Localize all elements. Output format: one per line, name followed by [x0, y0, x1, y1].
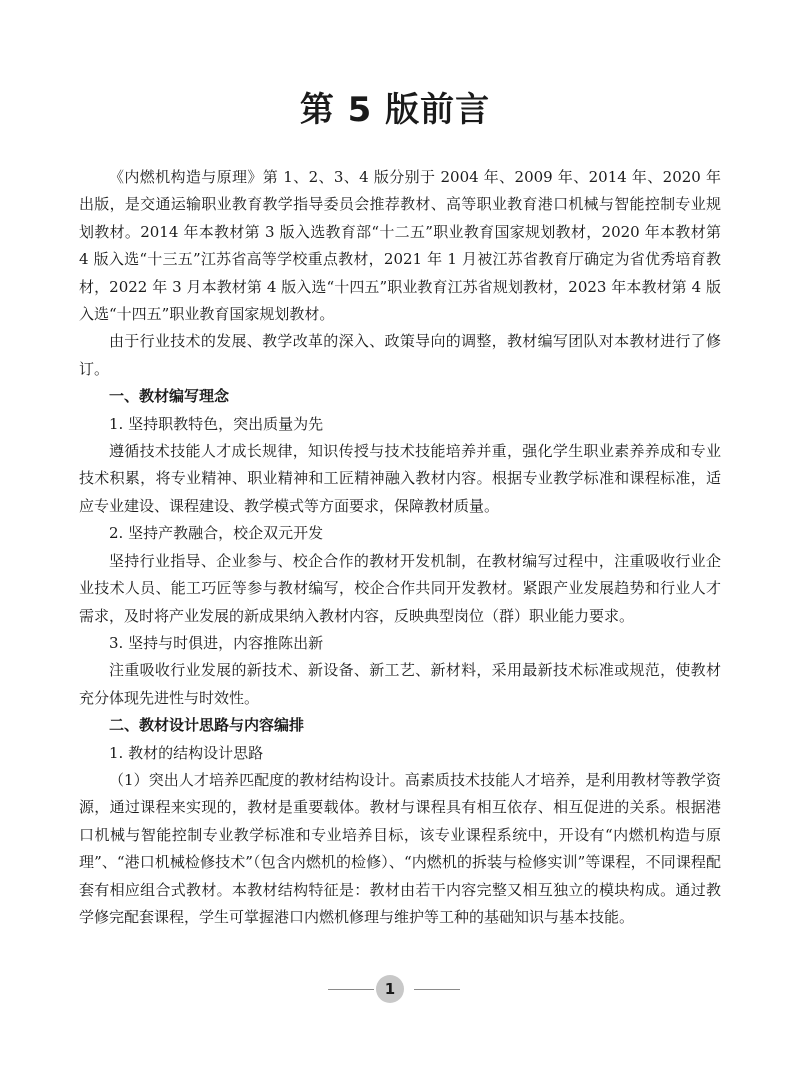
preface-body	[79, 164, 721, 931]
paragraph: 遵循技术技能人才成长规律，知识传授与技术技能培养并重，强化学生职业素养养成和专业技术积累，将专业精神、职业精神和工匠精神融入教材内容。根据专业教学标准和课程标准，适应专业建设、课程建设、教学模式等方面要求，保障教材质量。	[79, 442, 721, 515]
page-number: 1	[376, 975, 404, 1003]
paragraph: 注重吸收行业发展的新技术、新设备、新工艺、新材料，采用最新技术标准或规范，使教材充分体现先进性与时效性。	[79, 661, 721, 707]
paragraph: 坚持行业指导、企业参与、校企合作的教材开发机制，在教材编写过程中，注重吸收行业企业技术人员、能工巧匠等参与教材编写，校企合作共同开发教材。紧跟产业发展趋势和行业人才需求，及时将产业发展的新成果纳入教材内容，反映典型岗位（群）职业能力要求。	[79, 551, 721, 625]
paragraph: 1. 教材的结构设计思路	[109, 743, 264, 762]
paragraph: 《内燃机构造与原理》第 1、2、3、4 版分别于 2004 年、2009 年、2014 年、2020 年出版，是交通运输职业教育教学指导委员会推荐教材、高等职业教育港口机械与智能控制专业规划教材。2014 年本教材第 3 版入选教育部“十二五”职业教育国家规划教材，2020 年本教材第 4 版入选“十三五”江苏省高等学校重点教材，2021 年 1 月被江苏省教育厅确定为省优秀培育教材，2022 年 3 月本教材第 4 版入选“十四五”职业教育江苏省规划教材，2023 年本教材第 4 版入选“十四五”职业教育国家规划教材。	[79, 168, 721, 324]
page-footer	[0, 975, 790, 1005]
page-title: 第 5 版前言	[299, 90, 491, 130]
footer-rule-right	[414, 989, 460, 990]
paragraph: 2. 坚持产教融合，校企双元开发	[109, 524, 324, 543]
paragraph: 1. 坚持职教特色，突出质量为先	[109, 414, 324, 433]
paragraph: 3. 坚持与时俱进，内容推陈出新	[109, 633, 324, 652]
paragraph: 由于行业技术的发展、教学改革的深入、政策导向的调整，教材编写团队对本教材进行了修订。	[79, 332, 721, 378]
paragraph: （1）突出人才培养匹配度的教材结构设计。高素质技术技能人才培养，是利用教材等教学资源，通过课程来实现的，教材是重要载体。教材与课程具有相互依存、相互促进的关系。根据港口机械与智能控制专业教学标准和专业培养目标，该专业课程系统中，开设有“内燃机构造与原理”、“港口机械检修技术”（包含内燃机的检修）、“内燃机的拆装与检修实训”等课程，不同课程配套有相应组合式教材。本教材结构特征是：教材由若干内容完整又相互独立的模块构成。通过教学修完配套课程，学生可掌握港口内燃机修理与维护等工种的基础知识与基本技能。	[79, 770, 721, 926]
section-heading: 二、教材设计思路与内容编排	[109, 716, 305, 735]
footer-rule-left	[328, 989, 374, 990]
section-heading: 一、教材编写理念	[109, 387, 230, 406]
